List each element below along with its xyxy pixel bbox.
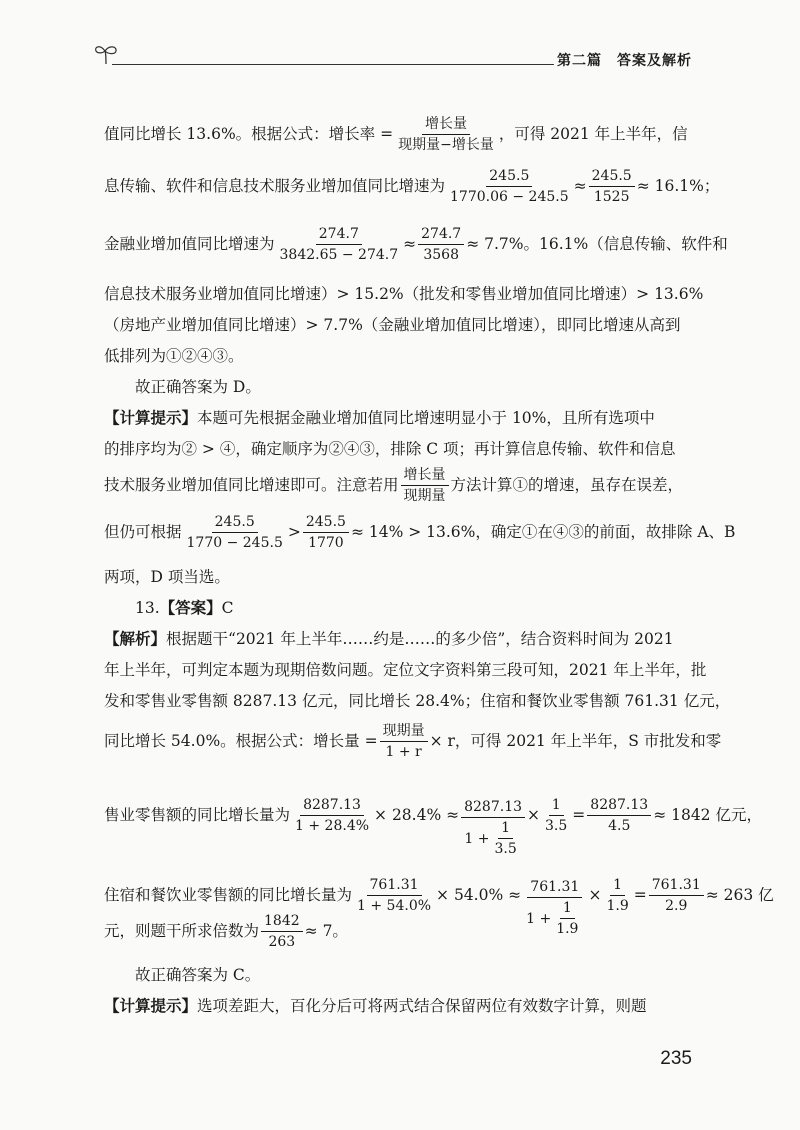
fraction: $\frac{1}{3.5}$ xyxy=(545,796,568,834)
fraction: $\frac{761.31}{2.9}$ xyxy=(649,876,704,915)
line-5: （房地产业增加值同比增速）> 7.7%（金融业增加值同比增速），即同比增速从高到 xyxy=(104,316,681,334)
fraction: $\frac{274.7}{3842.65 - 274.7}$ xyxy=(279,226,399,264)
fraction: $\frac{245.5}{1770.06 - 245.5}$ xyxy=(450,168,569,206)
line-2: 息传输、软件和信息技术服务业增加值同比增速为 $\frac{245.5}{1770.06 - 245.5}$ ≈ $\frac{245.5}{1525}$ ≈ 16.1%； xyxy=(104,168,720,206)
compound-fraction: 761.31 1 + $\frac{1}{1.9}$ xyxy=(523,878,586,939)
line-12: 两项，D 项当选。 xyxy=(104,568,230,586)
line-8: 【计算提示】 本题可先根据金融业增加值同比增速明显小于 10%，且所有选项中 xyxy=(104,408,655,427)
answer-tag: 【答案】 xyxy=(159,598,222,617)
line-22: 【计算提示】 选项差距大，百化分后可将两式结合保留两位有效数字计算，则题 xyxy=(104,996,647,1015)
line-16: 发和零售业零售额 8287.13 亿元，同比增长 28.4%；住宿和餐饮业零售额 761.31 亿元， xyxy=(104,692,731,710)
line-1: 值同比增长 13.6%。根据公式：增长率 = $\frac{\text{增长量}}{\text{现期量−增长量}}$ ，可得 2021 年上半年，信 xyxy=(104,116,688,154)
analysis-tag: 【解析】 xyxy=(104,629,167,648)
fraction: $\frac{245.5}{1770 - 245.5}$ xyxy=(186,514,283,552)
line-21: 故正确答案为 C。 xyxy=(135,966,261,984)
sprout-icon xyxy=(92,42,120,66)
header-rule xyxy=(112,64,554,65)
fraction: $\frac{1}{1.9}$ xyxy=(556,900,579,938)
fraction: $\frac{1842}{263}$ xyxy=(261,912,303,951)
line-19: 住宿和餐饮业零售额的同比增长量为 $\frac{761.31}{1 + 54.0\%}$ × 54.0% ≈ 761.31 1 + $\frac{1}{1.9}$ × $\frac{1}{1.9}$ = $\frac{761.31}{2.9}$ ≈ 263 亿 xyxy=(104,876,774,938)
line-17: 同比增长 54.0%。根据公式：增长量 = $\frac{\text{现期量}}{1 + r}$ × r，可得 2021 年上半年，S 市批发和零 xyxy=(104,723,722,761)
formula-growth-amount: $\frac{\text{现期量}}{1 + r}$ xyxy=(380,722,428,761)
fraction: $\frac{761.31}{1 + 54.0\%}$ xyxy=(357,876,432,914)
line-20: 元，则题干所求倍数为 $\frac{1842}{263}$ ≈ 7。 xyxy=(104,913,348,951)
header-title: 第二篇 答案及解析 xyxy=(557,53,692,69)
page-number: 235 xyxy=(660,1048,692,1069)
calc-tip-tag: 【计算提示】 xyxy=(104,996,198,1015)
line-14: 【解析】 根据题干“2021 年上半年……约是……的多少倍”，结合资料时间为 2021 xyxy=(104,629,674,648)
line-15: 年上半年，可判定本题为现期倍数问题。定位文字资料第三段可知，2021 年上半年，批 xyxy=(104,661,707,679)
fraction: $\frac{1}{1.9}$ xyxy=(606,876,629,914)
line-4: 信息技术服务业增加值同比增速）> 15.2%（批发和零售业增加值同比增速）> 13.6% xyxy=(104,285,704,303)
line-7: 故正确答案为 D。 xyxy=(135,378,261,396)
line-9: 的排序均为② > ④，确定顺序为②④③，排除 C 项；再计算信息传输、软件和信息 xyxy=(104,440,676,458)
line-11: 但仍可根据 $\frac{245.5}{1770 - 245.5}$ > $\frac{245.5}{1770}$ ≈ 14% > 13.6%，确定①在④③的前面，故排除 A、B xyxy=(104,514,736,552)
fraction: $\frac{8287.13}{1 + 28.4\%}$ xyxy=(295,796,370,834)
compound-fraction: 8287.13 1 + $\frac{1}{3.5}$ xyxy=(461,798,525,859)
fraction: $\frac{245.5}{1525}$ xyxy=(589,167,635,206)
fraction: $\frac{\text{增长量}}{\text{现期量}}$ xyxy=(401,466,449,505)
fraction: $\frac{1}{3.5}$ xyxy=(494,820,517,858)
line-18: 售业零售额的同比增长量为 $\frac{8287.13}{1 + 28.4\%}$ × 28.4% ≈ 8287.13 1 + $\frac{1}{3.5}$ × $\frac{1}{3.5}$ = $\frac{8287.13}{4.5}$ ≈ 1842 亿元， xyxy=(104,796,762,858)
line-3: 金融业增加值同比增速为 $\frac{274.7}{3842.65 - 274.7}$ ≈ $\frac{274.7}{3568}$ ≈ 7.7%。16.1%（信息传输、软件和 xyxy=(104,226,728,264)
line-10: 技术服务业增加值同比增速即可。注意若用 $\frac{\text{增长量}}{\text{现期量}}$ 方法计算①的增速，虽存在误差， xyxy=(104,467,684,505)
line-6: 低排列为①②④③。 xyxy=(104,347,244,365)
formula-growth-rate: $\frac{\text{增长量}}{\text{现期量−增长量}}$ xyxy=(398,116,494,154)
fraction: $\frac{245.5}{1770}$ xyxy=(303,513,349,552)
page-header xyxy=(92,40,692,74)
fraction: $\frac{274.7}{3568}$ xyxy=(418,225,464,264)
fraction: $\frac{8287.13}{4.5}$ xyxy=(587,796,651,835)
line-13: 13. 【答案】 C xyxy=(135,598,234,617)
calc-tip-tag: 【计算提示】 xyxy=(104,408,198,427)
